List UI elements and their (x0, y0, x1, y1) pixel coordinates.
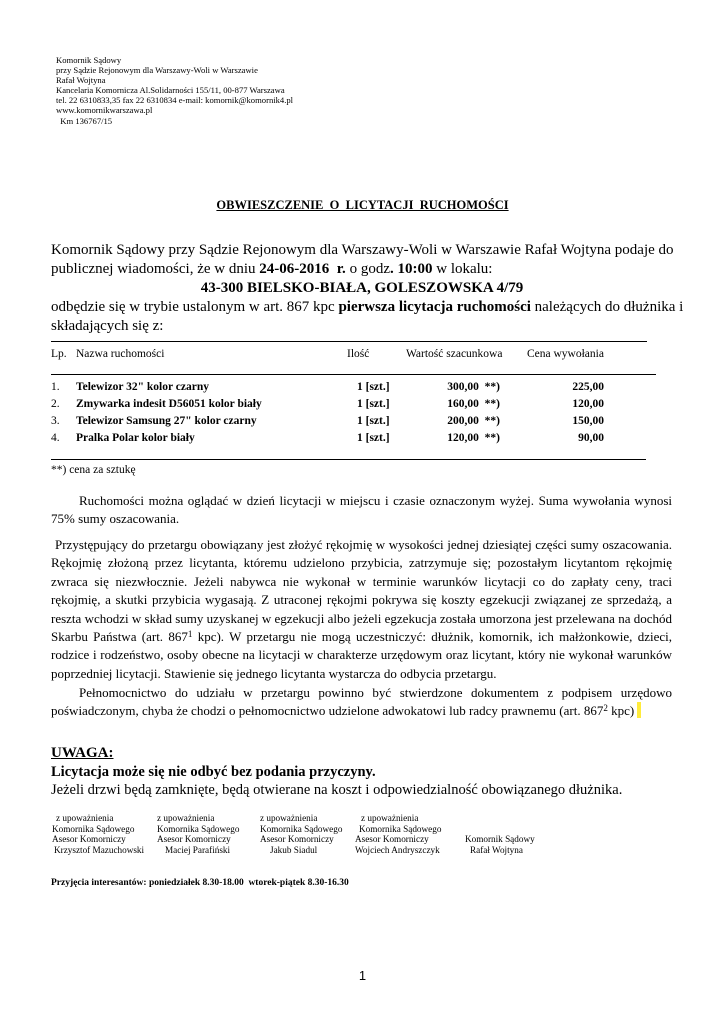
signature-line: Komornika Sądowego (157, 823, 240, 834)
case-number: Km 136767/15 (56, 115, 113, 126)
office-header (56, 55, 293, 126)
address-sep: , (367, 280, 375, 296)
intro-text: odbędzie się w trybie ustalonym w art. 867 kpc (51, 299, 339, 315)
signature-line: Asesor Komorniczy (157, 834, 231, 845)
deposit-text: Przystępujący do przetargu obowiązany jest złożyć rękojmię w wysokości jednej dziesiątej części sumy oszacowania. Rękojmię złożoną przez licytanta, któremu udzielono przybicia, zatrzymuje się; pozostałym licytantom rękojmię zwraca się niezwłocznie. Jeżeli nabywca nie wykonał w terminie warunków licytacji co do zapłaty ceny, traci rękojmię, a skutki przybicia wygasają. Z utraconej rękojmi pokrywa się koszty egzekucji związanej ze sprzedażą, a reszta wchodzi w skład sumy uzyskanej w egzekucji albo jeżeli egzekucja została umorzona jest przelewana na dochód Skarbu Państwa (art. 867 (51, 537, 672, 645)
header-line: tel. 22 6310833,35 fax 22 6310834 e-mail: komornik@komornik4.pl (56, 95, 294, 106)
office-hours: Przyjęcia interesantów: poniedziałek 8.30-18.00 wtorek-piątek 8.30-16.30 (51, 878, 349, 888)
col-name: Nazwa ruchomości (76, 348, 165, 360)
row-name: Telewizor Samsung 27" kolor czarny (76, 415, 257, 427)
signature-line: z upoważnienia (157, 813, 215, 823)
viewing-paragraph: Ruchomości można oglądać w dzień licytacji w miejscu i czasie oznaczonym wyżej. Suma wywołania wynosi 75% sumy oszacowania. (51, 493, 672, 527)
auction-date: 24-06-2016 (259, 261, 330, 277)
signature-line: z upoważnienia (260, 813, 318, 823)
table-top-rule (51, 341, 647, 342)
col-price: Cena wywołania (527, 348, 604, 360)
page-title: OBWIESZCZENIE O LICYTACJI RUCHOMOŚCI (216, 198, 509, 212)
signatory-name: Krzysztof Mazuchowski (54, 844, 145, 855)
signature-line: Asesor Komorniczy (52, 834, 126, 845)
row-price: 120,00 (572, 398, 604, 410)
deposit-text-cont: kpc). W przetargu nie mogą uczestniczyć: dłużnik, komornik, ich małżonkowie, dzieci, rodzice i rodzeństwo, osoby obecne na licytacji w charakterze urzędowym oraz licytant, który nie wykonał warunków poprzedniej licytacji. Stawienie się jednego licytanta wystarcza do odbycia przetargu. (51, 629, 672, 681)
signature-line: Asesor Komorniczy (260, 834, 334, 845)
table-row (0, 413, 725, 430)
header-line: Komornik Sądowy (56, 55, 122, 65)
intro-text: o godz (345, 261, 390, 277)
warning-section (51, 744, 691, 800)
intro-text: w lokalu: (432, 261, 493, 277)
intro-paragraph (51, 241, 684, 336)
page-number: 1 (358, 968, 367, 983)
row-qty: 1 [szt.] (357, 432, 390, 444)
row-value: 300,00 **) (447, 381, 500, 393)
auction-address (51, 279, 673, 298)
table-footnote: **) cena za sztukę (51, 464, 136, 476)
row-qty: 1 [szt.] (357, 415, 390, 427)
header-line: www.komornikwarszawa.pl (56, 105, 153, 116)
intro-text: publicznej wiadomości, że w dniu (51, 261, 260, 277)
signatory-name: Rafał Wojtyna (470, 844, 523, 855)
signature-line: z upoważnienia (361, 813, 419, 823)
row-lp: 3. (51, 415, 60, 427)
row-name: Telewizor 32" kolor czarny (76, 381, 209, 393)
table-row (0, 379, 725, 396)
address-street: GOLESZOWSKA 4/79 (374, 280, 524, 296)
article-superscript: 2 (603, 703, 608, 714)
proxy-paragraph (51, 684, 672, 721)
dot: . (389, 261, 394, 277)
signature-block (52, 813, 144, 855)
row-qty: 1 [szt.] (357, 381, 390, 393)
signature-line: z upoważnienia (56, 813, 114, 823)
header-line: przy Sądzie Rejonowym dla Warszawy-Woli w Warszawie (56, 65, 258, 76)
row-price: 90,00 (578, 432, 604, 444)
signature-block (157, 813, 239, 855)
signature-block (465, 834, 535, 855)
warning-heading: UWAGA: (51, 745, 114, 761)
row-name: Zmywarka indesit D56051 kolor biały (76, 398, 262, 410)
deposit-paragraph (51, 536, 672, 683)
table-body (0, 379, 725, 447)
warning-line-2: Jeżeli drzwi będą zamknięte, będą otwierane na koszt i odpowiedzialność obowiązanego dłużnika. (51, 782, 623, 798)
header-line: Kancelaria Komornicza Al.Solidarności 155/11, 00-877 Warszawa (56, 85, 285, 96)
signature-block (355, 813, 441, 855)
row-lp: 1. (51, 381, 60, 393)
col-lp: Lp. (51, 348, 67, 360)
intro-line-4 (51, 298, 684, 317)
signatory-name: Jakub Siadul (270, 844, 318, 855)
row-value: 120,00 **) (447, 432, 500, 444)
intro-line-5: składających się z: (51, 318, 164, 334)
intro-line-2 (51, 260, 673, 279)
intro-line-1: Komornik Sądowy przy Sądzie Rejonowym dla Warszawy-Woli w Warszawie Rafał Wojtyna podaje do (51, 242, 674, 258)
header-line: Rafał Wojtyna (56, 75, 106, 86)
signatory-name: Wojciech Andryszczyk (355, 844, 440, 855)
address-city: 43-300 BIELSKO-BIAŁA (200, 280, 367, 296)
table-row (0, 430, 725, 447)
table-bottom-rule (51, 459, 646, 460)
signature-line: Komornika Sądowego (359, 823, 442, 834)
row-value: 200,00 **) (447, 415, 500, 427)
col-qty: Ilość (347, 348, 370, 360)
article-superscript: 1 (187, 629, 193, 640)
row-lp: 2. (51, 398, 60, 410)
row-qty: 1 [szt.] (357, 398, 390, 410)
row-price: 225,00 (572, 381, 604, 393)
signature-line: Komornika Sądowego (52, 823, 135, 834)
proxy-text: Pełnomocnictwo do udziału w przetargu powinno być stwierdzone dokumentem z podpisem urzędowo poświadczonym, chyba że chodzi o pełnomocnictwo udzielone adwokatowi lub radcy prawnemu (art. 867 (51, 685, 672, 719)
signature-line: Asesor Komorniczy (355, 834, 429, 845)
warning-line-1: Licytacja może się nie odbyć bez podania przyczyny. (51, 763, 376, 780)
auction-type: pierwsza licytacja ruchomości (338, 299, 531, 315)
table-row (0, 396, 725, 413)
signature-line: Komornika Sądowego (260, 823, 343, 834)
proxy-text-end: kpc) (607, 703, 635, 719)
row-price: 150,00 (572, 415, 604, 427)
row-name: Pralka Polar kolor biały (76, 432, 195, 444)
auction-time: 10:00 (393, 261, 433, 277)
highlight-mark (637, 702, 641, 718)
signatory-name: Maciej Parafiński (165, 844, 231, 855)
col-value: Wartość szacunkowa (406, 348, 503, 360)
signature-block (260, 813, 342, 855)
row-value: 160,00 **) (447, 398, 500, 410)
signature-line: Komornik Sądowy (465, 834, 535, 844)
row-lp: 4. (51, 432, 60, 444)
table-header-rule (51, 374, 656, 375)
date-suffix: r. (329, 261, 346, 277)
intro-text: należących do dłużnika i (530, 299, 684, 315)
